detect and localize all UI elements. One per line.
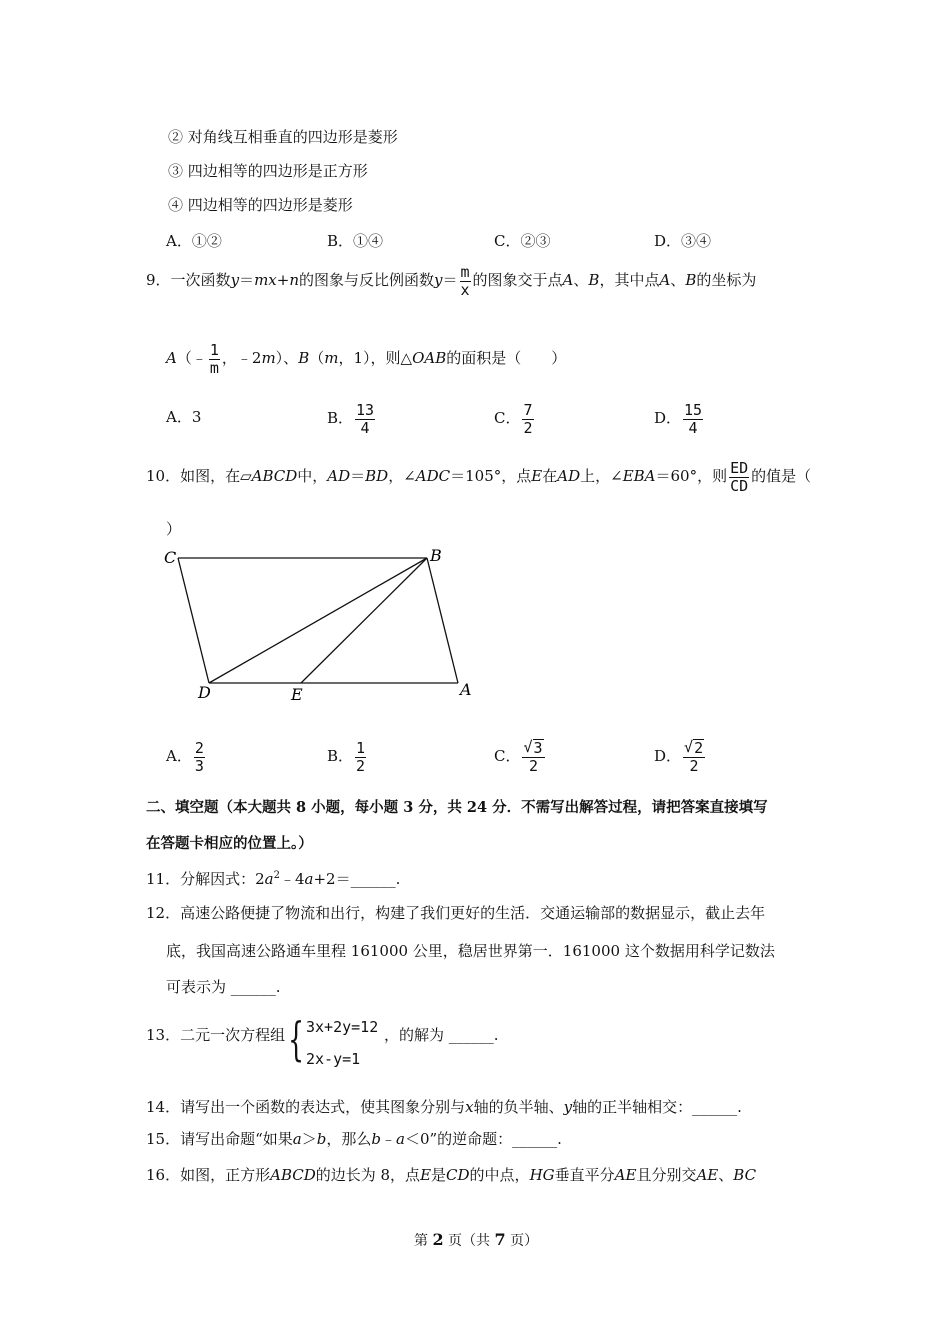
- q12-line1: 12．高速公路便捷了物流和出行，构建了我们更好的生活．交通运输部的数据显示，截止去年: [146, 904, 766, 922]
- segment-bd: [209, 558, 427, 683]
- q9-fraction-1-over-m: $\frac{1}{m}$: [209, 340, 219, 377]
- section-2-heading-line1: 二、填空题（本大题共 8 小题，每小题 3 分，共 24 分．不需写出解答过程，请把答案直接填写: [146, 799, 768, 816]
- q12-line3: 可表示为 ______.: [166, 978, 281, 996]
- page-footer: 第 2 页（共 7 页）: [414, 1230, 539, 1249]
- q10-parallelogram-figure: [160, 545, 480, 705]
- q8-option-d: D．③④: [654, 232, 712, 250]
- q9-stem-line2: A（﹣ $\frac{1}{m}$ ，﹣2m）、B（m，1），则△OAB的面积是（ ）: [166, 340, 567, 377]
- q9-stem-line1: 9．一次函数y＝mx+n的图象与反比例函数y＝ $\frac{m}{x}$ 的图象交于点A、B，其中点A、B的坐标为: [146, 262, 757, 299]
- q10-stem: 10．如图，在▱ABCD中，AD＝BD，∠ADC＝105°，点E在AD上，∠EBA＝60°，则 $\frac{ED}{CD}$ 的值是（: [146, 458, 812, 495]
- q15: 15．请写出命题“如果a＞b，那么b﹣a＜0”的逆命题：______.: [146, 1130, 562, 1148]
- left-brace-icon: {: [288, 1012, 305, 1066]
- q9-number: 9．: [146, 271, 171, 289]
- q13-equation-2: 2x-y=1: [306, 1050, 361, 1068]
- q9-option-a: A．3: [166, 408, 202, 426]
- q8-option-c: C．②③: [494, 232, 551, 250]
- q10-number: 10．如图，在▱: [146, 467, 252, 485]
- q12-line2: 底，我国高速公路通车里程 161000 公里，稳居世界第一．161000 这个数据用科学记数法: [166, 942, 775, 960]
- q14: 14．请写出一个函数的表达式，使其图象分别与x轴的负半轴、y轴的正半轴相交：______.: [146, 1098, 742, 1116]
- sqrt-icon: √ 3: [523, 738, 543, 757]
- q8-option-b: B．①④: [327, 232, 384, 250]
- q9-option-d: D． $\frac{15}{4}$: [654, 400, 703, 437]
- edge-ba: [427, 558, 458, 683]
- current-page-number: 2: [432, 1230, 444, 1249]
- label-a: A: [460, 680, 472, 699]
- q10-option-c: C． √ 3 2: [494, 738, 543, 775]
- total-pages: 7: [494, 1230, 506, 1249]
- edge-dc: [178, 558, 209, 683]
- section-2-heading-line2: 在答题卡相应的位置上。）: [146, 835, 313, 852]
- q8-item-4: ④ 四边相等的四边形是菱形: [168, 196, 353, 214]
- q8-option-a: A．①②: [166, 232, 222, 250]
- q13-label: 13．二元一次方程组: [146, 1026, 286, 1044]
- segment-be: [301, 558, 427, 683]
- label-d: D: [198, 683, 211, 702]
- label-e: E: [291, 685, 303, 704]
- q9-option-b: B． $\frac{13}{4}$: [327, 400, 375, 437]
- q10-fraction-ed-over-cd: $\frac{ED}{CD}$: [730, 458, 749, 495]
- q10-close-paren: ）: [166, 520, 182, 538]
- q11: 11．分解因式：$2a^2﹣4a+2=\_\_\_\_\_\_$.: [146, 870, 401, 888]
- q13-answer-prompt: ，的解为 ______.: [384, 1026, 499, 1044]
- q16: 16．如图，正方形ABCD的边长为 8，点E是CD的中点，HG垂直平分AE且分别交AE、BC: [146, 1166, 757, 1184]
- q8-item-3: ③ 四边相等的四边形是正方形: [168, 162, 368, 180]
- sqrt-icon: √ 2: [684, 738, 704, 757]
- label-c: C: [164, 548, 177, 567]
- q13-equation-1: 3x+2y=12: [306, 1018, 379, 1036]
- q10-option-b: B． $\frac{1}{2}$: [327, 738, 366, 775]
- q10-option-a: A． $\frac{2}{3}$: [166, 738, 204, 775]
- label-b: B: [430, 546, 442, 565]
- q10-option-d: D． √ 2 2: [654, 738, 704, 775]
- q9-option-c: C． $\frac{7}{2}$: [494, 400, 533, 437]
- q9-fraction-m-over-x: $\frac{m}{x}$: [460, 262, 470, 299]
- q8-item-2: ② 对角线互相垂直的四边形是菱形: [168, 128, 398, 146]
